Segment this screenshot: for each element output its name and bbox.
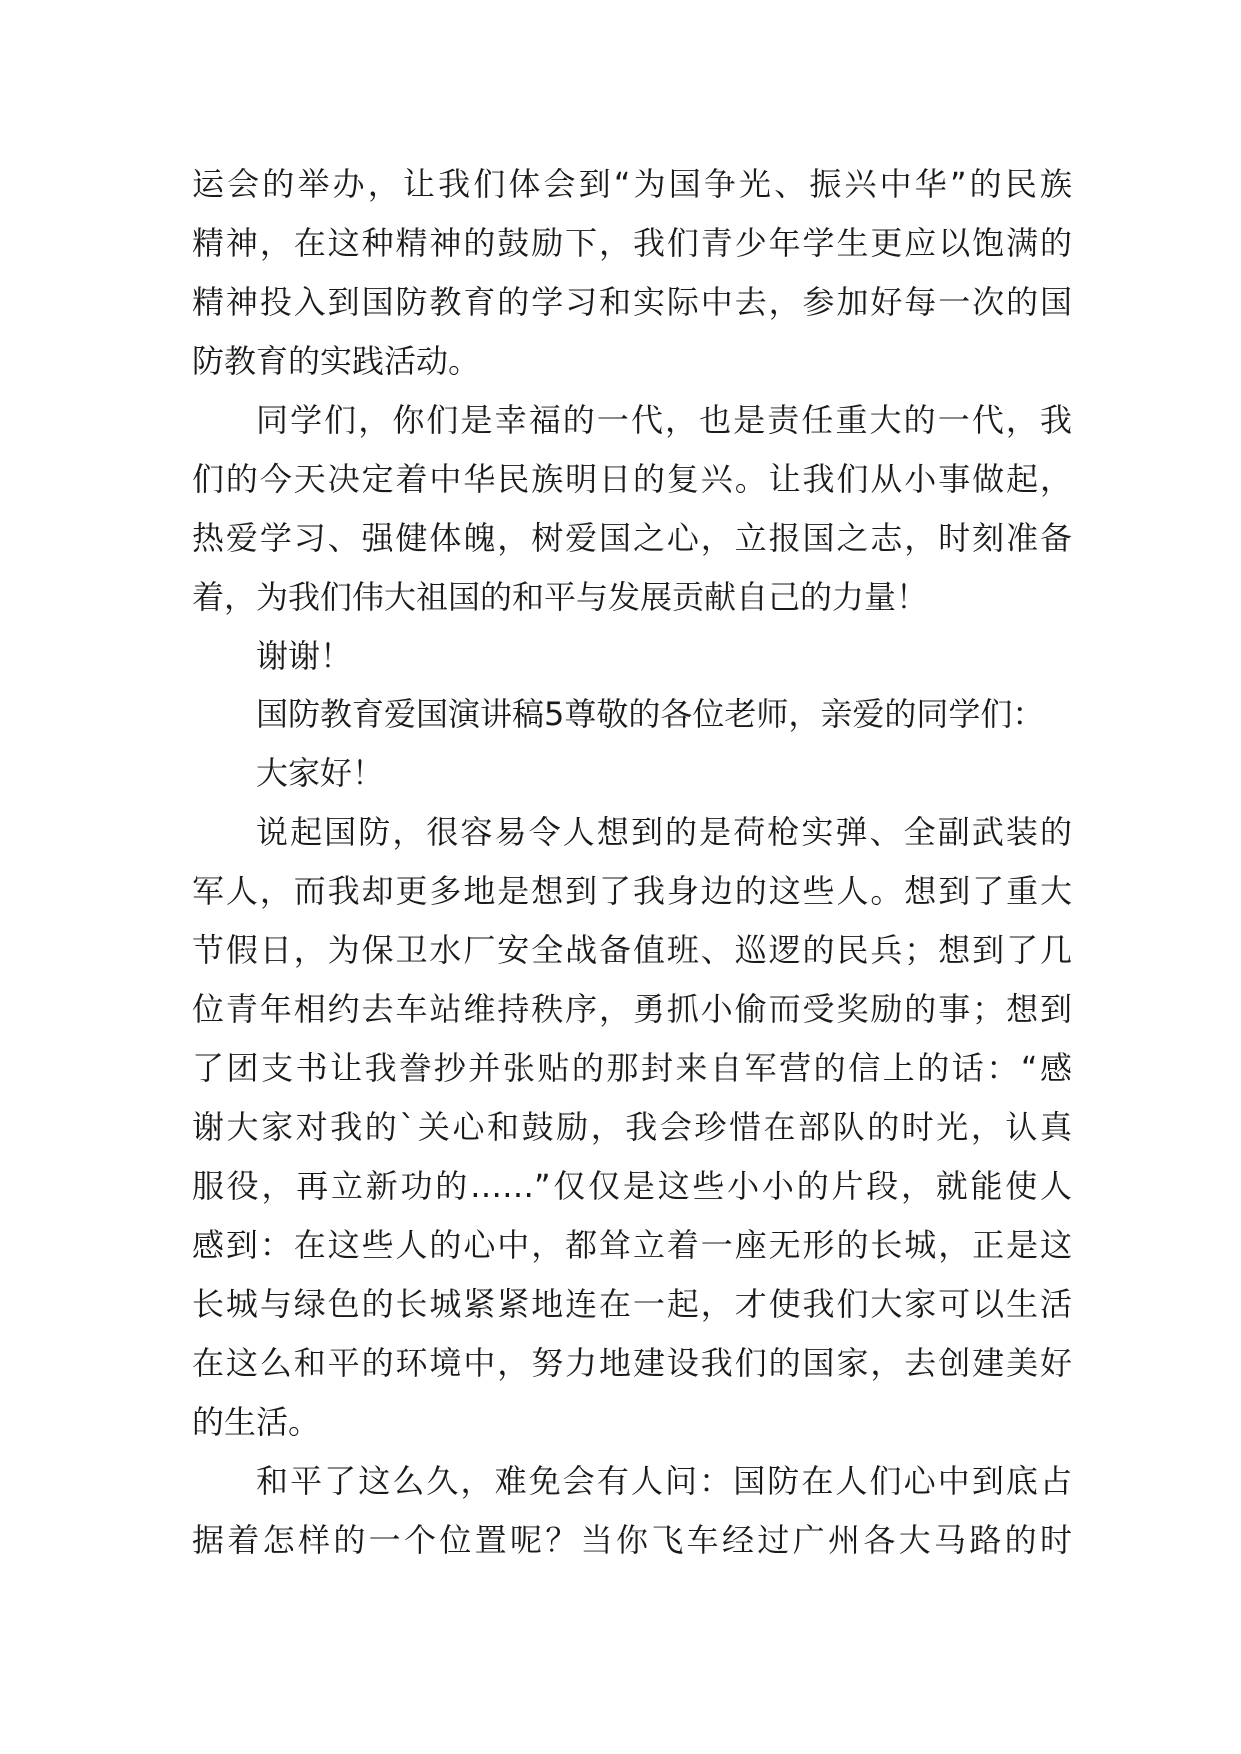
text-line: 军人，而我却更多地是想到了我身边的这些人。想到了重大	[192, 872, 1072, 910]
text-line: 了团支书让我誊抄并张贴的那封来自军营的信上的话：“感	[192, 1049, 1072, 1087]
text-line: 大家好！	[256, 754, 385, 792]
text-line: 热爱学习、强健体魄，树爱国之心，立报国之志，时刻准备	[192, 519, 1072, 557]
text-line: 节假日，为保卫水厂安全战备值班、巡逻的民兵；想到了几	[192, 931, 1072, 969]
text-line: 运会的举办，让我们体会到“为国争光、振兴中华”的民族	[192, 165, 1072, 203]
text-line: 们的今天决定着中华民族明日的复兴。让我们从小事做起，	[192, 460, 1072, 498]
text-line: 位青年相约去车站维持秩序，勇抓小偷而受奖励的事；想到	[192, 990, 1072, 1028]
text-line: 精神，在这种精神的鼓励下，我们青少年学生更应以饱满的	[192, 224, 1072, 262]
text-line: 服役，再立新功的……”仅仅是这些小小的片段，就能使人	[192, 1167, 1072, 1205]
text-line: 感到：在这些人的心中，都耸立着一座无形的长城，正是这	[192, 1226, 1072, 1264]
text-line: 长城与绿色的长城紧紧地连在一起，才使我们大家可以生活	[192, 1285, 1072, 1323]
text-line: 的生活。	[192, 1403, 321, 1441]
text-line: 据着怎样的一个位置呢？当你飞车经过广州各大马路的时	[192, 1521, 1072, 1559]
text-line: 精神投入到国防教育的学习和实际中去，参加好每一次的国	[192, 283, 1072, 321]
text-line: 和平了这么久，难免会有人问：国防在人们心中到底占	[256, 1462, 1072, 1500]
text-line: 说起国防，很容易令人想到的是荷枪实弹、全副武装的	[256, 813, 1072, 851]
text-line: 在这么和平的环境中，努力地建设我们的国家，去创建美好	[192, 1344, 1072, 1382]
text-line: 谢谢！	[256, 637, 353, 675]
text-line: 着，为我们伟大祖国的和平与发展贡献自己的力量！	[192, 578, 929, 616]
section-title-line: 国防教育爱国演讲稿5尊敬的各位老师，亲爱的同学们：	[256, 695, 1045, 733]
text-line: 防教育的实践活动。	[192, 342, 481, 380]
text-line: 同学们，你们是幸福的一代，也是责任重大的一代，我	[256, 401, 1072, 439]
text-line: 谢大家对我的`关心和鼓励，我会珍惜在部队的时光，认真	[192, 1108, 1072, 1146]
